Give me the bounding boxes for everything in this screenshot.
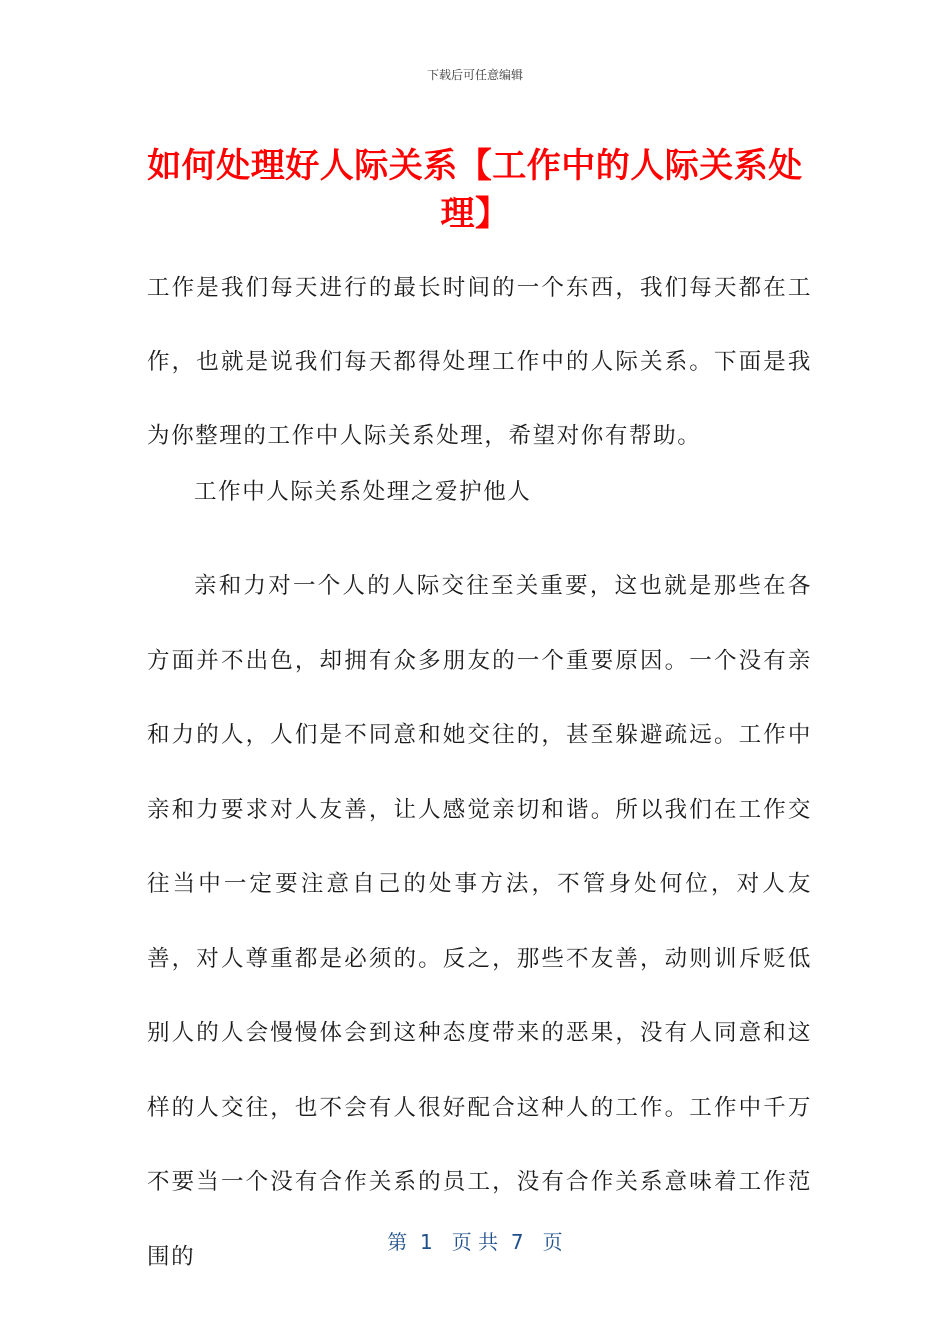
page-number-footer: 第 1 页 共 7 页 [387,1230,563,1254]
page-header-note: 下载后可任意编辑 [426,68,523,82]
document-title: 如何处理好人际关系【工作中的人际关系处理】 [147,146,803,234]
section-body-paragraph: 亲和力对一个人的人际交往至关重要，这也就是那些在各方面并不出色，却拥有众多朋友的一个重要原因。一个没有亲和力的人，人们是不同意和她交往的，甚至躲避疏远。工作中亲和力要求对人友善，让人感觉亲切和谐。所以我们在工作交往当中一定要注意自己的处事方法，不管身处何位，对人友善，对人尊重都是必须的。反之，那些不友善，动则训斥贬低别人的人会慢慢体会到这种态度带来的恶果，没有人同意和这样的人交往，也不会有人很好配合这种人的工作。工作中千万不要当一个没有合作关系的员工，没有合作关系意味着工作范围的 [147,573,812,1270]
intro-paragraph: 工作是我们每天进行的最长时间的一个东西，我们每天都在工作，也就是说我们每天都得处理工作中的人际关系。下面是我为你整理的工作中人际关系处理，希望对你有帮助。 [147,275,812,449]
section-heading: 工作中人际关系处理之爱护他人 [194,479,532,505]
